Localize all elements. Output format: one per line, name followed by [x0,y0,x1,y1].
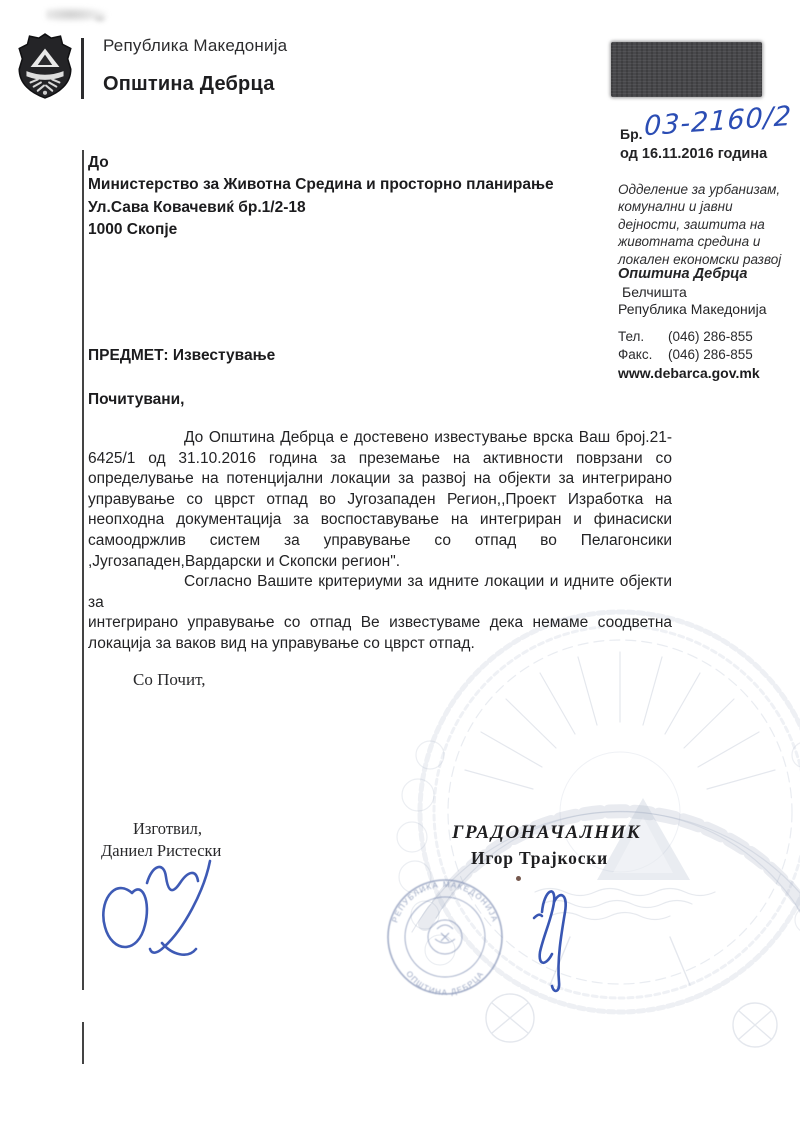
mayor-name: Игор Трајкоски [471,848,609,868]
mayor-round-stamp [383,877,513,999]
reference-date: од 16.11.2016 година [620,146,768,162]
stamp-top-text: РЕПУБЛИКА МАКЕДОНИЈА [390,879,500,924]
sidebar-place: Белчишта [622,283,687,300]
redacted-region [611,42,762,97]
municipality-name: Општина Дебрца [103,73,275,95]
body-paragraph-2: Согласно Вашите критериуми за идните локации и идните објекти за интегрирано управување со отпад Ве известуваме дека немаме соодветна локација за ваков вид на управување со цврст отпад. [88,573,672,652]
mayor-title: ГРАДОНАЧАЛНИК [452,822,642,843]
sidebar-country: Република Македонија [618,301,767,318]
signature-daniel-risteski [92,843,257,968]
scan-smudge [92,14,108,24]
stamp-bottom-text: ОПШТИНА ДЕБРЦА [404,969,486,998]
fax-label: Факс. [618,347,653,362]
header-divider [81,38,84,99]
scan-line-artifact [82,1022,84,1064]
subject-line: ПРЕДМЕТ: Известување [88,347,276,364]
phone-label: Тел. [618,329,645,344]
scan-line-artifact [82,150,84,990]
body-paragraph-1: До Општина Дебрца е достевено известување врска Ваш број.21- 6425/1 од 31.10.2016 година за преземање на активности поврзани со определување на потенцијални локации за развој на објекти за интегрирано управување со цврст отпад во Југозападен Регион,,Проект Изработка на неопходна документација за воспоставување на интегриран и финасиски самоодржлив систем за управување со отпад во Пелагонсики ,Југозападен,Вардарски и Скопски регион". [88,429,672,570]
salutation: Почитувани, [88,391,185,408]
recipient-block: До Министерство за Животна Средина и просторно планирање Ул.Сава Ковачевиќ бр.1/2-18 1000 Скопје [88,154,554,238]
svg-text:ОПШТИНА ДЕБРЦА [404,969,485,997]
phone-value: (046) 286-855 [668,329,753,344]
prepared-by-label: Изготвил, [133,819,203,838]
svg-text:РЕПУБЛИКА МАКЕДОНИЈА [390,880,499,924]
sidebar-org-name: Општина Дебрца [618,266,748,282]
coat-of-arms-logo [17,32,73,100]
reference-number-label: Бр. [620,126,643,142]
signature-mayor [512,874,584,994]
website-text: www.debarca.gov.mk [618,365,760,381]
department-description: Одделение за урбанизам, комунални и јавни дејности, заштита на животната средина и локален економски развој [618,182,782,267]
fax-row [618,347,760,362]
country-name: Република Македонија [103,36,288,55]
phone-row [618,329,760,344]
handwritten-reference-number: 03-2160/2 [643,100,793,143]
prepared-by-name: Даниел Ристески [101,841,222,860]
fax-value: (046) 286-855 [668,347,753,362]
closing-phrase: Со Почит, [133,670,206,689]
